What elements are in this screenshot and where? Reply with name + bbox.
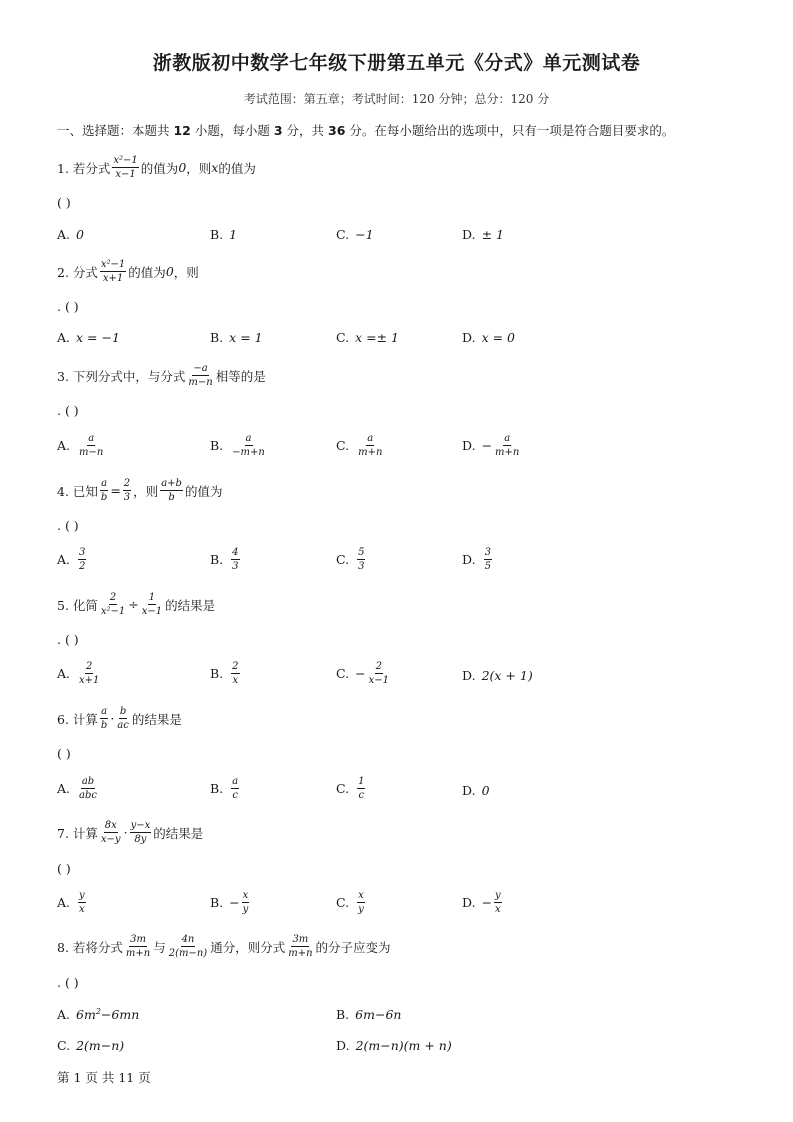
q8-fraction-3	[287, 934, 313, 959]
q4-f1-num: a	[101, 478, 108, 489]
section-mid1: 小题，每小题	[190, 123, 274, 138]
section-prefix: 一、选择题：本题共	[57, 123, 174, 138]
q5-fraction-2	[141, 592, 163, 617]
q4-f1-den: b	[100, 492, 108, 503]
q8-pre: 8. 若将分式	[57, 939, 123, 955]
q6-option-b[interactable]	[210, 776, 241, 801]
q4-option-a[interactable]	[57, 547, 88, 572]
q2-pre: 2. 分式	[57, 264, 98, 280]
q7-option-c[interactable]	[336, 890, 367, 915]
option-value: x = −1	[76, 330, 120, 345]
q1-option-d[interactable]	[462, 227, 504, 242]
q4-post: 的值为	[184, 483, 223, 499]
frac-num: x	[242, 890, 249, 901]
question-8	[57, 934, 391, 959]
frac-den: x	[232, 675, 239, 686]
option-letter: B.	[210, 666, 224, 681]
option-letter: B.	[210, 438, 224, 453]
q5-operator: ÷	[128, 597, 139, 612]
q7-operator: ·	[123, 825, 128, 840]
q7-pre: 7. 计算	[57, 825, 98, 841]
option-value: 1	[229, 227, 238, 242]
option-fraction	[231, 433, 266, 458]
frac-den: c	[358, 790, 365, 801]
q4-option-b[interactable]	[210, 547, 242, 572]
frac-den: 2	[79, 561, 86, 572]
q8-f2-num: 4n	[181, 934, 195, 945]
q1-mid: 的值为	[140, 160, 179, 176]
q8-post: 的分子应变为	[315, 939, 391, 955]
q6-f2-den: ac	[117, 720, 129, 731]
q2-mid: 的值为	[128, 264, 166, 280]
q1-fraction	[112, 155, 138, 180]
q1-option-b[interactable]	[210, 227, 237, 242]
q2-option-a[interactable]	[57, 330, 120, 345]
q8-option-b[interactable]	[336, 1007, 401, 1022]
q1-var: x	[211, 160, 219, 175]
q5-f1-num: 2	[109, 592, 117, 603]
q5-pre: 5. 化简	[57, 597, 98, 613]
q6-fraction-2	[116, 706, 130, 731]
frac-num: x	[358, 890, 364, 901]
q6-f2-num: b	[119, 706, 127, 717]
option-letter: A.	[57, 781, 71, 796]
option-letter: A.	[57, 666, 71, 681]
q5-option-a[interactable]	[57, 661, 102, 686]
frac-den: y	[358, 904, 364, 915]
q3-option-a[interactable]	[57, 433, 106, 458]
question-6	[57, 706, 182, 731]
q3-post: 相等的是	[215, 368, 266, 384]
frac-num: a	[504, 433, 511, 444]
q6-f1-num: a	[101, 706, 108, 717]
frac-num: a	[232, 776, 239, 787]
option-fraction	[357, 890, 365, 915]
q5-option-c[interactable]	[336, 661, 392, 686]
q8-fraction-2	[168, 934, 208, 959]
q2-option-b[interactable]	[210, 330, 263, 345]
q7-post: 的结果是	[153, 825, 204, 841]
q4-answer-paren: . ( )	[57, 518, 79, 533]
q7-answer-paren: ( )	[57, 861, 71, 876]
q3-answer-paren: . ( )	[57, 403, 79, 418]
q6-option-d[interactable]	[462, 783, 490, 798]
frac-num: 3	[79, 547, 86, 558]
frac-num: 4	[232, 547, 239, 558]
option-value: ± 1	[481, 227, 504, 242]
option-letter: C.	[336, 781, 350, 796]
q4-option-d[interactable]	[462, 547, 494, 572]
q2-answer-paren: . ( )	[57, 299, 79, 314]
q3-option-c[interactable]	[336, 433, 385, 458]
option-value: 2(m−n)(m + n)	[355, 1038, 452, 1053]
q4-f2-num: 2	[123, 478, 131, 489]
q8-f1-den: m+n	[125, 948, 151, 959]
q2-f-den: x+1	[102, 273, 124, 284]
question-1	[57, 155, 256, 180]
frac-den: y	[242, 904, 249, 915]
q8-option-a[interactable]	[57, 1007, 139, 1022]
option-letter: A.	[57, 552, 71, 567]
frac-den: abc	[79, 790, 97, 801]
option-letter: B.	[210, 330, 224, 345]
option-letter: D.	[336, 1038, 350, 1053]
frac-num: a	[245, 433, 252, 444]
frac-num: 5	[358, 547, 365, 558]
option-letter: B.	[210, 227, 224, 242]
option-fraction	[78, 547, 86, 572]
option-letter: B.	[336, 1007, 350, 1022]
minus-sign: −	[355, 666, 366, 681]
q7-option-d[interactable]	[462, 890, 504, 915]
option-letter: A.	[57, 438, 71, 453]
q7-fraction-1	[100, 820, 122, 845]
option-value: x =± 1	[355, 330, 399, 345]
option-fraction	[357, 776, 365, 801]
page-title: 浙教版初中数学七年级下册第五单元《分式》单元测试卷	[152, 52, 641, 74]
option-fraction	[242, 890, 250, 915]
option-value: x = 0	[481, 330, 515, 345]
page-footer: 第 1 页 共 11 页	[57, 1070, 151, 1085]
q1-option-a[interactable]	[57, 227, 84, 242]
option-value: 0	[481, 783, 490, 798]
q1-f-num: x²−1	[113, 155, 138, 166]
option-letter: B.	[210, 552, 224, 567]
q3-fraction	[187, 363, 213, 388]
q2-post: ，则	[173, 264, 199, 280]
q7-option-b[interactable]	[210, 890, 251, 915]
q6-f1-den: b	[100, 720, 108, 731]
q2-f-num: x²−1	[100, 259, 126, 270]
q8-f3-num: 3m	[292, 934, 309, 945]
section-mid2: 分，共	[282, 123, 328, 138]
q5-f1-den: x²−1	[100, 606, 126, 617]
option-letter: D.	[462, 438, 476, 453]
option-fraction	[484, 547, 492, 572]
q1-answer-paren: ( )	[57, 195, 71, 210]
option-fraction	[494, 890, 502, 915]
option-letter: D.	[462, 552, 476, 567]
q4-fraction-3	[160, 478, 183, 503]
frac-num: 3	[484, 547, 491, 558]
question-5	[57, 592, 215, 617]
option-letter: C.	[336, 438, 350, 453]
q4-fraction-1	[100, 478, 108, 503]
frac-num: 2	[232, 661, 239, 672]
minus-sign: −	[481, 438, 493, 453]
q2-option-d[interactable]	[462, 330, 515, 345]
section-total: 36	[328, 123, 346, 138]
option-letter: D.	[462, 227, 476, 242]
q8-mid2: 通分，则分式	[210, 939, 286, 955]
section-suffix: 分。在每小题给出的选项中，只有一项是符合题目要求的。	[345, 123, 675, 138]
frac-den: c	[232, 790, 238, 801]
frac-den: 3	[232, 561, 239, 572]
option-letter: C.	[336, 552, 350, 567]
option-letter: D.	[462, 668, 476, 683]
option-value: 6m−6n	[355, 1007, 402, 1022]
option-value: 0	[76, 227, 84, 242]
option-value	[76, 1007, 139, 1022]
option-fraction	[78, 776, 98, 801]
option-fraction	[357, 433, 383, 458]
option-letter: A.	[57, 227, 71, 242]
q2-fraction	[100, 259, 126, 284]
option-letter: D.	[462, 895, 476, 910]
exam-info: 考试范围：第五章；考试时间：120 分钟；总分：120 分	[243, 92, 550, 106]
frac-num: 1	[358, 776, 365, 787]
q4-mid: ，则	[133, 483, 159, 499]
option-fraction	[231, 661, 239, 686]
frac-den: x−1	[368, 675, 389, 686]
q3-option-d[interactable]	[462, 433, 522, 458]
q6-option-a[interactable]	[57, 776, 100, 801]
q8-answer-paren: . ( )	[57, 975, 79, 990]
frac-den: x	[79, 904, 85, 915]
q6-option-c[interactable]	[336, 776, 367, 801]
q4-f2-den: 3	[123, 492, 131, 503]
q8-f1-num: 3m	[130, 934, 146, 945]
option-letter: B.	[210, 781, 224, 796]
q4-f3-den: b	[168, 492, 175, 503]
option-value: x = 1	[229, 330, 263, 345]
frac-num: 2	[86, 661, 93, 672]
option-letter: C.	[57, 1038, 71, 1053]
minus-sign: −	[481, 895, 493, 910]
q2-option-c[interactable]	[336, 330, 399, 345]
question-3	[57, 363, 266, 388]
frac-num: ab	[81, 776, 95, 787]
a-exponent: 2	[95, 1007, 101, 1016]
q7-f1-num: 8x	[104, 820, 117, 831]
minus-sign: −	[229, 895, 240, 910]
q4-fraction-2	[123, 478, 131, 503]
q1-mid2: ，则	[186, 160, 212, 176]
q3-f-num: −a	[193, 363, 208, 374]
q5-f2-num: 1	[148, 592, 156, 603]
option-fraction	[357, 547, 365, 572]
q3-option-b[interactable]	[210, 433, 268, 458]
option-letter: C.	[336, 666, 350, 681]
q1-post: 的值为	[218, 160, 256, 176]
option-letter: C.	[336, 895, 350, 910]
option-fraction	[78, 661, 100, 686]
option-letter: B.	[210, 895, 224, 910]
option-letter: C.	[336, 227, 350, 242]
frac-den: m+n	[495, 447, 520, 458]
frac-den: x+1	[79, 675, 100, 686]
option-letter: A.	[57, 895, 71, 910]
q4-f3-num: a+b	[161, 478, 182, 489]
q3-pre: 3. 下列分式中，与分式	[57, 368, 186, 384]
option-fraction	[231, 547, 239, 572]
q7-fraction-2	[130, 820, 152, 845]
q6-post: 的结果是	[131, 711, 182, 727]
option-value: 2(x + 1)	[481, 668, 533, 683]
q3-f-den: m−n	[188, 377, 213, 388]
q5-option-b[interactable]	[210, 661, 242, 686]
frac-num: 2	[375, 661, 382, 672]
frac-den: −m+n	[232, 447, 265, 458]
frac-num: y	[495, 890, 501, 901]
frac-den: m−n	[79, 447, 104, 458]
q5-fraction-1	[100, 592, 126, 617]
q6-fraction-1	[100, 706, 108, 731]
option-fraction	[494, 433, 520, 458]
q7-f2-den: 8y	[134, 834, 147, 845]
option-letter: A.	[57, 330, 71, 345]
q8-f3-den: m+n	[288, 948, 313, 959]
q1-val: 0	[178, 160, 187, 175]
q7-f1-den: x−y	[100, 834, 121, 845]
frac-den: m+n	[358, 447, 383, 458]
q6-pre: 6. 计算	[57, 711, 98, 727]
option-fraction	[78, 890, 86, 915]
section-heading	[57, 121, 674, 139]
a-post: −6mn	[100, 1007, 140, 1023]
q1-option-c[interactable]	[336, 227, 374, 242]
q7-f2-num: y−x	[130, 820, 151, 831]
section-count: 12	[173, 123, 191, 138]
q5-f2-den: x−1	[141, 606, 163, 617]
option-fraction	[368, 661, 390, 686]
q6-operator: ·	[110, 711, 115, 726]
q4-equals: =	[110, 483, 121, 498]
q8-option-d[interactable]	[336, 1038, 452, 1053]
a-pre: 6m	[76, 1007, 96, 1023]
q1-pre: 1. 若分式	[57, 160, 111, 176]
section-points: 3	[273, 123, 283, 138]
q4-option-c[interactable]	[336, 547, 367, 572]
question-7	[57, 820, 203, 845]
q8-option-c[interactable]	[57, 1038, 124, 1053]
q1-f-den: x−1	[115, 169, 136, 180]
option-fraction	[78, 433, 104, 458]
option-letter: D.	[462, 783, 476, 798]
option-value: 2(m−n)	[76, 1038, 125, 1053]
option-value: −1	[355, 227, 374, 242]
q8-fraction-1	[125, 934, 151, 959]
q8-f2-den: 2(m−n)	[168, 948, 208, 959]
frac-num: y	[79, 890, 85, 901]
option-letter: A.	[57, 1007, 71, 1023]
q5-option-d[interactable]	[462, 668, 533, 683]
q7-option-a[interactable]	[57, 890, 88, 915]
q8-mid: 与	[153, 939, 166, 955]
question-2	[57, 259, 199, 284]
q2-val: 0	[165, 264, 174, 279]
frac-den: 5	[484, 561, 491, 572]
q4-pre: 4. 已知	[57, 483, 98, 499]
q6-answer-paren: ( )	[57, 746, 71, 761]
frac-den: x	[495, 904, 501, 915]
option-letter: D.	[462, 330, 476, 345]
frac-num: a	[88, 433, 95, 444]
option-letter: C.	[336, 330, 350, 345]
frac-num: a	[367, 433, 374, 444]
q5-post: 的结果是	[165, 597, 216, 613]
q5-answer-paren: . ( )	[57, 632, 79, 647]
frac-den: 3	[358, 561, 365, 572]
question-4	[57, 478, 222, 503]
option-fraction	[231, 776, 239, 801]
